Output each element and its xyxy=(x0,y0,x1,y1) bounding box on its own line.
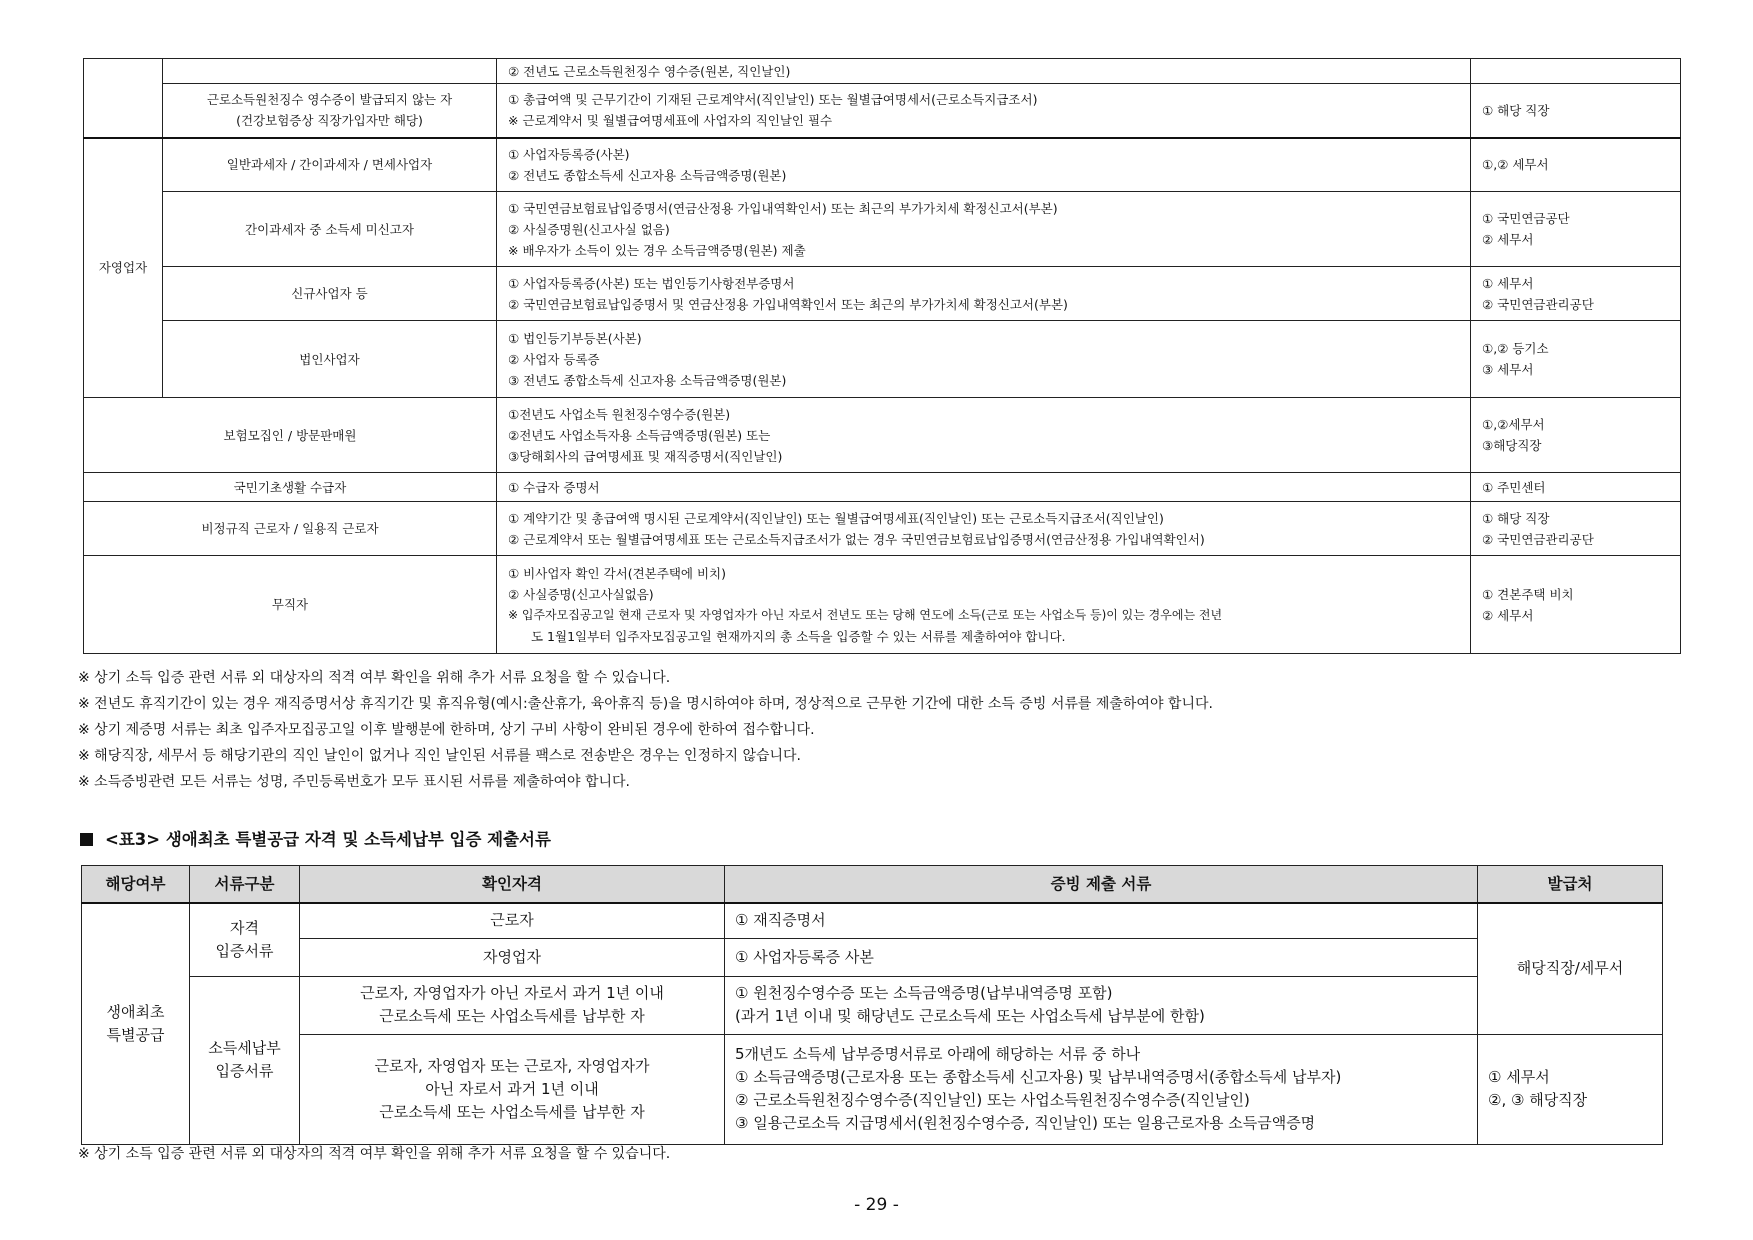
note: ※ 상기 제증명 서류는 최초 입주자모집공고일 이후 발행분에 한하며, 상기 구비 사항이 완비된 경우에 한하여 접수합니다. xyxy=(78,722,815,738)
issuer-cell: ①,②세무서 ③해당직장 xyxy=(1471,398,1681,473)
doc-type-cell: 소득세납부 입증서류 xyxy=(190,976,300,1144)
docs-cell: ① 수급자 증명서 xyxy=(497,473,1471,502)
note: ※ 전년도 휴직기간이 있는 경우 재직증명서상 휴직기간 및 휴직유형(예시:출산휴가, 육아휴직 등)을 명시하여야 하며, 정상적으로 근무한 기간에 대한 소득 증빙 서류를 제출하여야 합니다. xyxy=(78,696,1213,712)
issuer-cell: ①,② 세무서 xyxy=(1471,138,1681,192)
docs-cell: ① 총급여액 및 근무기간이 기재된 근로계약서(직인날인) 또는 월별급여명세서(근로소득지급조서) ※ 근로계약서 및 월별급여명세표에 사업자의 직인날인 필수 xyxy=(497,84,1471,138)
issuer-cell: ① 해당 직장 ② 국민연금관리공단 xyxy=(1471,502,1681,556)
self-employed-category-cell: 자영업자 xyxy=(84,138,163,398)
issuer-cell: ① 세무서 ② 국민연금관리공단 xyxy=(1471,267,1681,321)
bottom-note: ※ 상기 소득 입증 관련 서류 외 대상자의 적격 여부 확인을 위해 추가 서류 요청을 할 수 있습니다. xyxy=(78,1146,671,1162)
docs-cell: 5개년도 소득세 납부증명서류로 아래에 해당하는 서류 중 하나 ① 소득금액증명(근로자용 또는 종합소득세 신고자용) 및 납부내역증명서(종합소득세 납부자) ② 근로소득원천징수영수증(직인날인) 또는 사업소득원천징수영수증(직인날인) ③ 일용근로소득 지급명세서(원천징수영수증, 직인날인) 또는 일용근로자용 소득금액증명 xyxy=(725,1034,1478,1144)
first-time-buyer-docs-table xyxy=(81,865,1663,1145)
empty-sub-cell xyxy=(163,59,497,84)
sub-category-cell: 법인사업자 xyxy=(163,321,497,398)
qualification-cell: 자영업자 xyxy=(300,938,725,976)
sub-category-cell: 일반과세자 / 간이과세자 / 면세사업자 xyxy=(163,138,497,192)
issuer-cell: ①,② 등기소 ③ 세무서 xyxy=(1471,321,1681,398)
docs-cell: ①전년도 사업소득 원천징수영수증(원본) ②전년도 사업소득자용 소득금액증명(원본) 또는 ③당해회사의 급여명세표 및 재직증명서(직인날인) xyxy=(497,398,1471,473)
docs-cell: ① 원천징수영수증 또는 소득금액증명(납부내역증명 포함) (과거 1년 이내 및 해당년도 근로소득세 또는 사업소득세 납부분에 한함) xyxy=(725,976,1478,1034)
square-bullet-icon xyxy=(80,833,93,846)
issuer-cell: 해당직장/세무서 xyxy=(1478,903,1663,1034)
category-cell: 국민기초생활 수급자 xyxy=(84,473,497,502)
empty-issuer-cell xyxy=(1471,59,1681,84)
header-cell: 발급처 xyxy=(1478,866,1663,904)
docs-cell: ① 재직증명서 xyxy=(725,903,1478,938)
issuer-cell: ① 해당 직장 xyxy=(1471,84,1681,138)
docs-cell: ① 사업자등록증 사본 xyxy=(725,938,1478,976)
issuer-cell: ① 주민센터 xyxy=(1471,473,1681,502)
header-cell: 해당여부 xyxy=(82,866,190,904)
employee-category-cell xyxy=(84,59,163,138)
note: ※ 해당직장, 세무서 등 해당기관의 직인 날인이 없거나 직인 날인된 서류를 팩스로 전송받은 경우는 인정하지 않습니다. xyxy=(78,748,802,764)
qualification-cell: 근로자 xyxy=(300,903,725,938)
issuer-cell: ① 세무서 ②, ③ 해당직장 xyxy=(1478,1034,1663,1144)
category-cell: 비정규직 근로자 / 일용직 근로자 xyxy=(84,502,497,556)
page-number: - 29 - xyxy=(854,1195,899,1215)
header-cell: 증빙 제출 서류 xyxy=(725,866,1478,904)
sub-category-cell: 신규사업자 등 xyxy=(163,267,497,321)
section-title: <표3> 생애최초 특별공급 자격 및 소득세납부 입증 제출서류 xyxy=(80,826,551,850)
sub-category-cell: 간이과세자 중 소득세 미신고자 xyxy=(163,192,497,267)
issuer-cell: ① 견본주택 비치 ② 세무서 xyxy=(1471,556,1681,654)
applicable-cell: 생애최초 특별공급 xyxy=(82,903,190,1144)
note: ※ 상기 소득 입증 관련 서류 외 대상자의 적격 여부 확인을 위해 추가 서류 요청을 할 수 있습니다. xyxy=(78,670,671,686)
qualification-cell: 근로자, 자영업자가 아닌 자로서 과거 1년 이내 근로소득세 또는 사업소득세를 납부한 자 xyxy=(300,976,725,1034)
docs-cell: ① 계약기간 및 총급여액 명시된 근로계약서(직인날인) 또는 월별급여명세표(직인날인) 또는 근로소득지급조서(직인날인) ② 근로계약서 또는 월별급여명세표 또는 근로소득지급조서가 없는 경우 국민연금보험료납입증명서(연금산정용 가입내역확인서) xyxy=(497,502,1471,556)
sub-category-cell: 근로소득원천징수 영수증이 발급되지 않는 자 (건강보험증상 직장가입자만 해당) xyxy=(163,84,497,138)
notes-block xyxy=(78,665,1213,795)
category-cell: 보험모집인 / 방문판매원 xyxy=(84,398,497,473)
category-cell: 무직자 xyxy=(84,556,497,654)
docs-cell: ① 법인등기부등본(사본) ② 사업자 등록증 ③ 전년도 종합소득세 신고자용 소득금액증명(원본) xyxy=(497,321,1471,398)
docs-cell: ① 비사업자 확인 각서(견본주택에 비치) ② 사실증명(신고사실없음) ※ 입주자모집공고일 현재 근로자 및 자영업자가 아닌 자로서 전년도 또는 당해 연도에 소득(근로 또는 사업소득 등)이 있는 경우에는 전년 도 1월1일부터 입주자모집공고일 현재까지의 총 소득을 입증할 수 있는 서류를 제출하여야 합니다. xyxy=(497,556,1471,654)
issuer-cell: ① 국민연금공단 ② 세무서 xyxy=(1471,192,1681,267)
header-cell: 확인자격 xyxy=(300,866,725,904)
qualification-cell: 근로자, 자영업자 또는 근로자, 자영업자가 아닌 자로서 과거 1년 이내 근로소득세 또는 사업소득세를 납부한 자 xyxy=(300,1034,725,1144)
note: ※ 소득증빙관련 모든 서류는 성명, 주민등록번호가 모두 표시된 서류를 제출하여야 합니다. xyxy=(78,774,630,790)
header-cell: 서류구분 xyxy=(190,866,300,904)
doc-type-cell: 자격 입증서류 xyxy=(190,903,300,976)
income-proof-table xyxy=(83,58,1681,654)
docs-cell: ① 사업자등록증(사본) ② 전년도 종합소득세 신고자용 소득금액증명(원본) xyxy=(497,138,1471,192)
docs-cell: ① 국민연금보험료납입증명서(연금산정용 가입내역확인서) 또는 최근의 부가가치세 확정신고서(부본) ② 사실증명원(신고사실 없음) ※ 배우자가 소득이 있는 경우 소득금액증명(원본) 제출 xyxy=(497,192,1471,267)
docs-cell: ① 사업자등록증(사본) 또는 법인등기사항전부증명서 ② 국민연금보험료납입증명서 및 연금산정용 가입내역확인서 또는 최근의 부가가치세 확정신고서(부본) xyxy=(497,267,1471,321)
docs-cell: ② 전년도 근로소득원천징수 영수증(원본, 직인날인) xyxy=(497,59,1471,84)
